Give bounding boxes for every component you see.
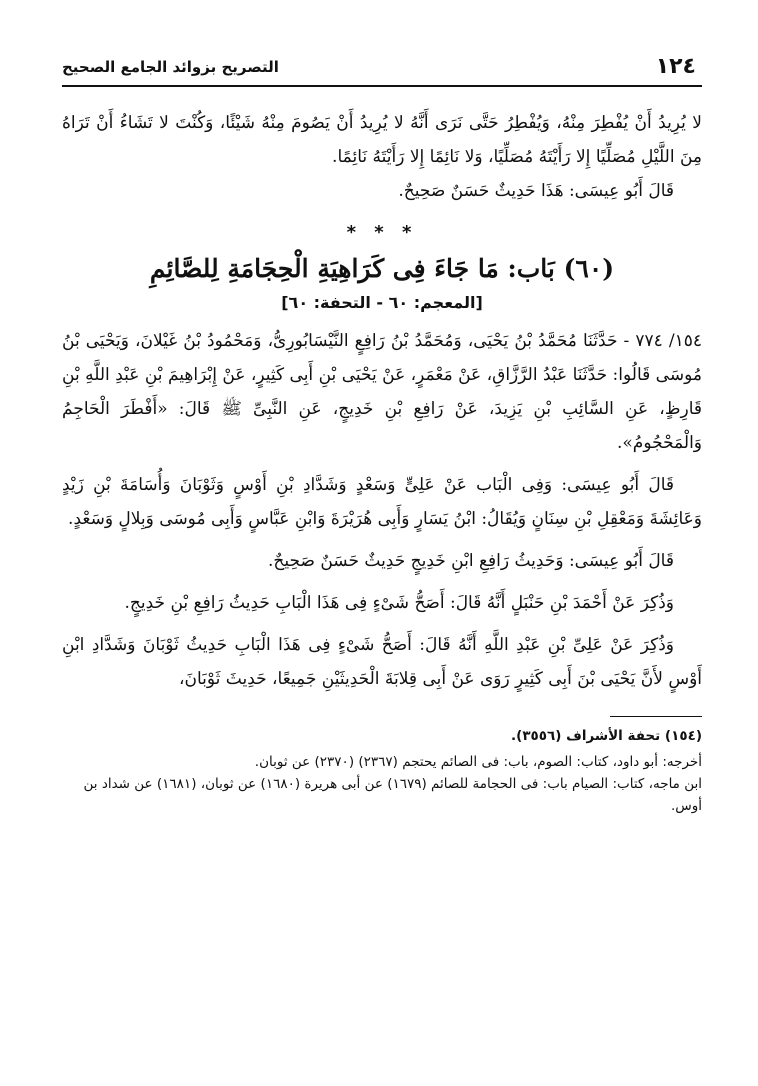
continuation-text: لا يُرِيدُ أَنْ يُفْطِرَ مِنْهُ، وَيُفْطِرُ حَتَّى نَرَى أَنَّهُ لا يُرِيدُ أَنْ يَصُومَ مِنْهُ شَيْئًا، وَكُنْتَ لا تَشَاءُ أَنْ تَرَاهُ مِنَ اللَّيْلِ مُصَلِّيًا إِلا رَأَيْتَهُ مُصَلِّيًا، وَلا نَائِمًا إِلا رَأَيْتَهُ نَائِمًا. [62,113,702,167]
footnote-line: أخرجه: أبو داود، كتاب: الصوم، باب: فى الصائم يحتجم (٢٣٦٧) (٢٣٧٠) عن ثوبان. [254,754,702,770]
chapter-title: (٦٠) بَاب: مَا جَاءَ فِى كَرَاهِيَةِ الْحِجَامَةِ لِلصَّائِمِ [149,254,615,283]
page-number: ١٢٤ [655,54,696,79]
footnote-line: ابن ماجه، كتاب: الصيام باب: فى الحجامة للصائم (١٦٧٩) عن أبى هريرة (١٦٨٠) عن ثوبان، (١٦٨١) عن شداد بن أوس. [83,776,702,814]
book-title: التصريح بزوائد الجامع الصحيح [62,58,279,76]
book-page [62,52,702,814]
chapter-reference: [المعجم: ٦٠ - التحفة: ٦٠] [281,293,483,312]
footnote-heading: (١٥٤) تحفة الأشراف (٣٥٥٦). [511,728,702,744]
comment-paragraph: وَذُكِرَ عَنْ أَحْمَدَ بْنِ حَنْبَلٍ أَنَّهُ قَالَ: أَصَحُّ شَىْءٍ فِى هَذَا الْبَابِ حَدِيثُ رَافِعِ بْنِ خَدِيجٍ. [124,593,674,613]
comment-paragraph: قَالَ أَبُو عِيسَى: وَفِى الْبَاب عَنْ عَلِىٍّ وَسَعْدٍ وَشَدَّادِ بْنِ أَوْسٍ وَثَوْبَانَ وَأُسَامَةَ بْنِ زَيْدٍ وَعَائِشَةَ وَمَعْقِلِ بْنِ سِنَانٍ وَيُقَالُ: ابْنُ يَسَارٍ وَأَبِى هُرَيْرَةَ وَابْنِ عَبَّاسٍ وَأَبِى مُوسَى وَبِلالٍ وَسَعْدٍ. [62,475,702,529]
hadith-text: ١٥٤/ ٧٧٤ - حَدَّثَنَا مُحَمَّدُ بْنُ يَحْيَى، وَمُحَمَّدُ بْنُ رَافِعٍ النَّيْسَابُورِىُّ، وَمَحْمُودُ بْنُ غَيْلانَ، وَيَحْيَى بْنُ مُوسَى قَالُوا: حَدَّثَنَا عَبْدُ الرَّزَّاقِ، عَنْ مَعْمَرٍ، عَنْ يَحْيَى بْنِ أَبِى كَثِيرٍ، عَنْ إِبْرَاهِيمَ بْنِ عَبْدِ اللَّهِ بْنِ قَارِظٍ، عَنِ السَّائِبِ بْنِ يَزِيدَ، عَنْ رَافِعِ بْنِ خَدِيجٍ، عَنِ النَّبِىِّ ﷺ قَالَ: «أَفْطَرَ الْحَاجِمُ وَالْمَحْجُومُ». [62,331,702,453]
continuation-verdict: قَالَ أَبُو عِيسَى: هَذَا حَدِيثٌ حَسَنٌ صَحِيحٌ. [398,181,674,201]
page-body [62,106,702,817]
page-header [62,52,702,82]
footnote-rule [610,716,702,717]
comment-paragraph: وَذُكِرَ عَنْ عَلِىِّ بْنِ عَبْدِ اللَّهِ أَنَّهُ قَالَ: أَصَحُّ شَىْءٍ فِى هَذَا الْبَابِ حَدِيثُ ثَوْبَانَ وَشَدَّادِ ابْنِ أَوْسٍ لأَنَّ يَحْيَى بْنَ أَبِى كَثِيرٍ رَوَى عَنْ أَبِى قِلابَةَ الْحَدِيثَيْنِ جَمِيعًا، حَدِيثَ ثَوْبَانَ، [62,635,702,689]
section-separator: * * * [346,222,418,243]
comment-paragraph: قَالَ أَبُو عِيسَى: وَحَدِيثُ رَافِعِ ابْنِ خَدِيجٍ حَدِيثٌ حَسَنٌ صَحِيحٌ. [268,551,674,571]
header-rule [62,85,702,87]
